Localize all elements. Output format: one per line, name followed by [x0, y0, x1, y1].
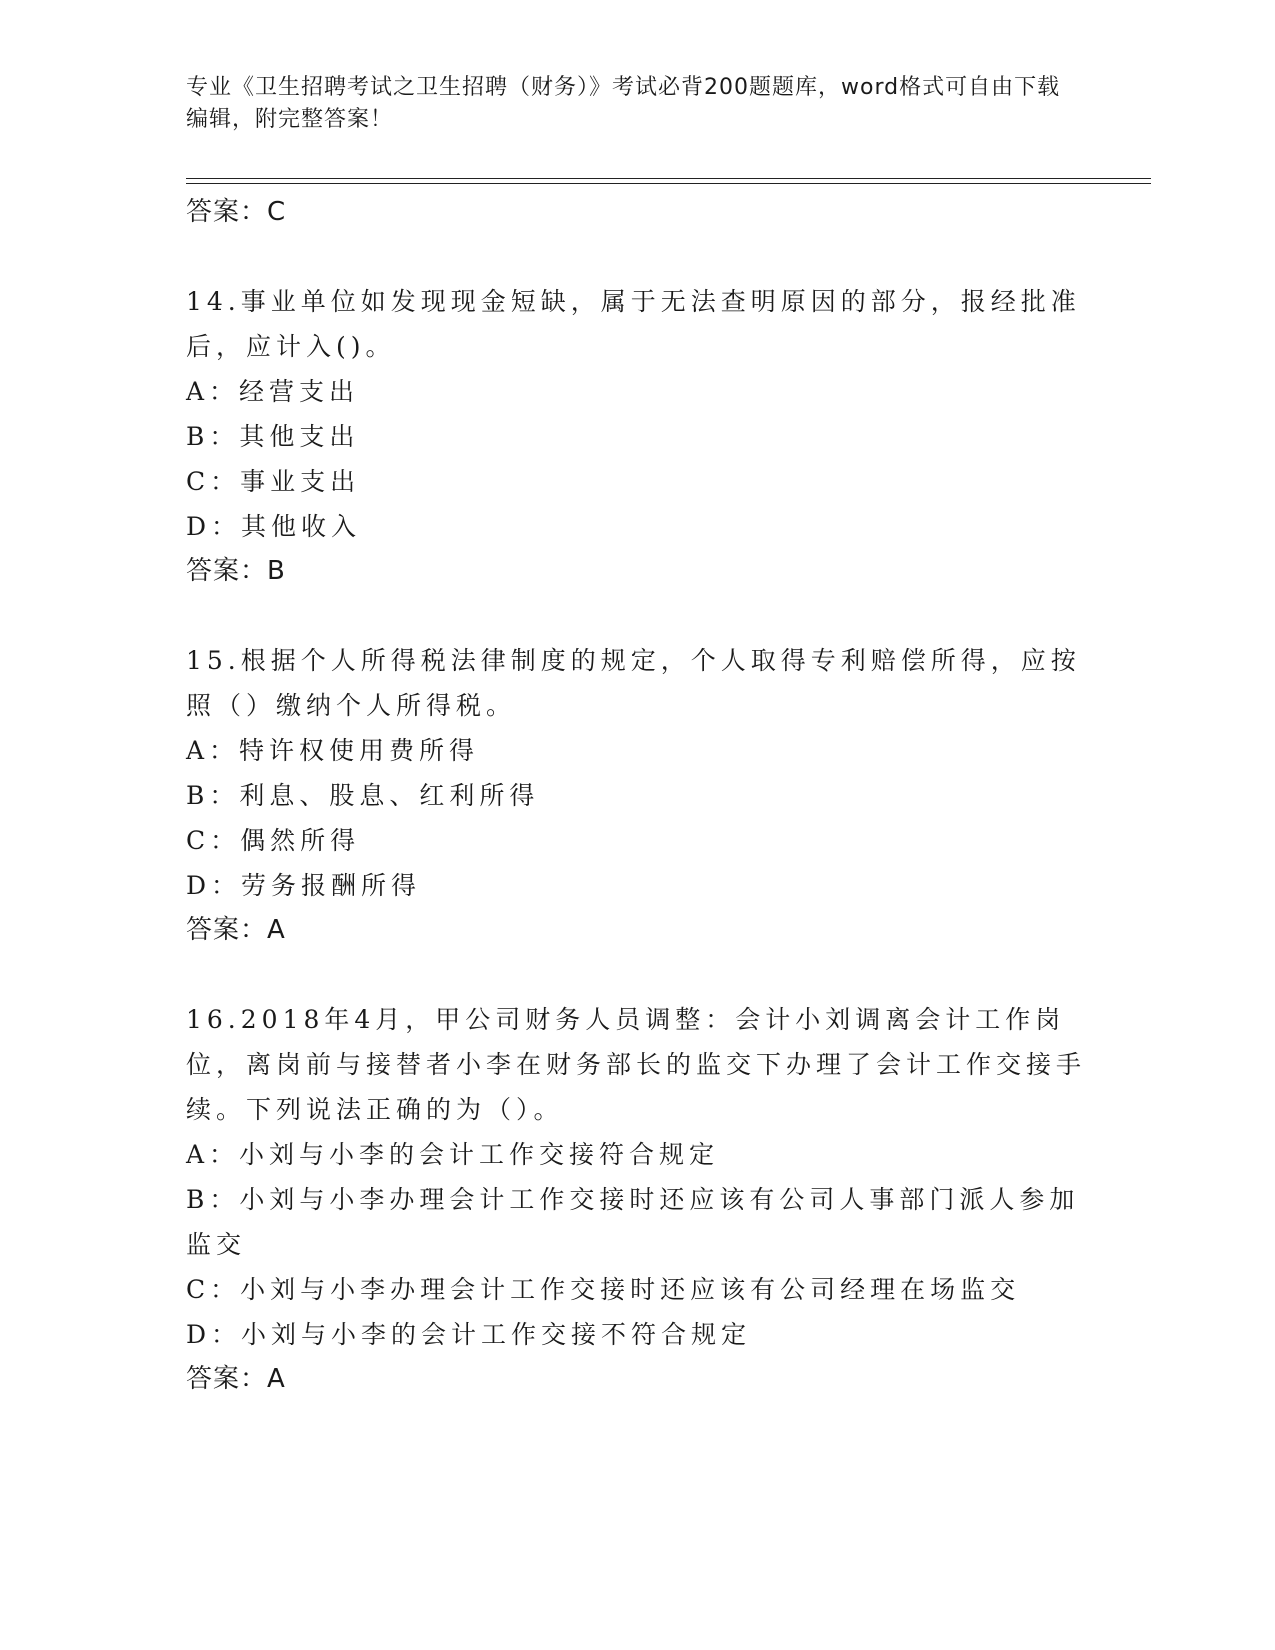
question-16: [186, 997, 1086, 1401]
answer-line: 答案：B: [186, 556, 286, 586]
answer-line: 答案：C: [186, 197, 287, 227]
option-a: A：小刘与小李的会计工作交接符合规定: [186, 1140, 720, 1169]
option-c: C：偶然所得: [186, 826, 361, 855]
option-d: D：其他收入: [186, 512, 362, 541]
answer-line: 答案：A: [186, 1364, 286, 1394]
option-c: C：事业支出: [186, 467, 361, 496]
question-14: [186, 279, 1086, 593]
option-a: A：经营支出: [186, 377, 360, 406]
option-d: D：小刘与小李的会计工作交接不符合规定: [186, 1320, 752, 1349]
option-d: D：劳务报酬所得: [186, 871, 422, 900]
question-text: 15.根据个人所得税法律制度的规定，个人取得专利赔偿所得，应按照（）缴纳个人所得税。: [186, 646, 1081, 720]
header-divider-bottom: [186, 183, 1151, 184]
option-a: A：特许权使用费所得: [186, 736, 480, 765]
answer-line: 答案：A: [186, 915, 286, 945]
question-list: [186, 190, 1086, 1401]
question-text: 14.事业单位如发现现金短缺，属于无法查明原因的部分，报经批准后，应计入()。: [186, 287, 1081, 361]
option-c: C：小刘与小李办理会计工作交接时还应该有公司经理在场监交: [186, 1275, 1021, 1304]
header-text: 专业《卫生招聘考试之卫生招聘（财务）》考试必背200题题库，word格式可自由下载编辑，附完整答案！: [186, 75, 1061, 132]
question-15: [186, 638, 1086, 952]
option-b: B：其他支出: [186, 422, 360, 451]
option-b: B：小刘与小李办理会计工作交接时还应该有公司人事部门派人参加监交: [186, 1185, 1080, 1259]
header-divider-top: [186, 178, 1151, 179]
option-b: B：利息、股息、红利所得: [186, 781, 540, 810]
question-text: 16.2018年4月，甲公司财务人员调整：会计小刘调离会计工作岗位，离岗前与接替者小李在财务部长的监交下办理了会计工作交接手续。下列说法正确的为（）。: [186, 1005, 1087, 1124]
document-header: [186, 72, 1066, 136]
